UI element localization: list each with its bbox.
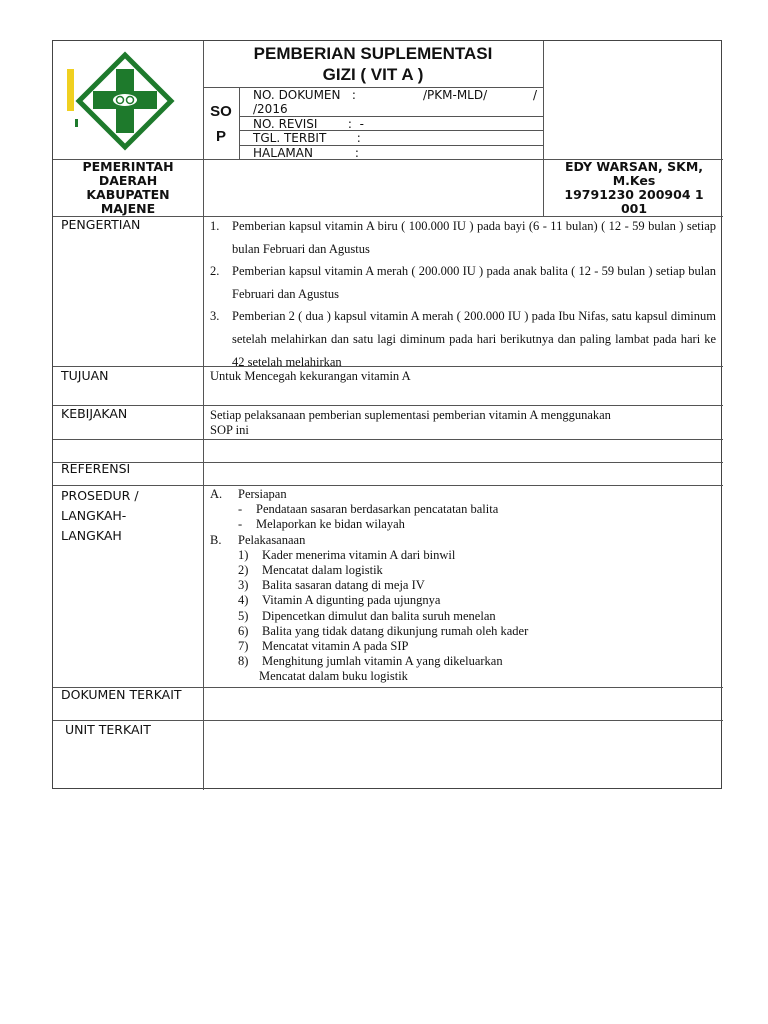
org-line-4: MAJENE [100, 201, 156, 216]
list-item [210, 639, 716, 654]
puskesmas-logo [65, 51, 185, 151]
list-text: Mencatat vitamin A pada SIP [262, 639, 409, 654]
list-text: Pemberian 2 ( dua ) kapsul vitamin A merah ( 200.000 IU ) pada Ibu Nifas, satu kapsul diminum setelah melahirkan dan satu lagi diminum pada hari berikutnya dan paling lambat pada hari ke 42 setelah melahirkan [232, 309, 716, 369]
sop-line-2: P [215, 128, 226, 145]
list-number: 7) [238, 639, 249, 654]
list-text: Menghitung jumlah vitamin A yang dikeluarkan [262, 654, 503, 669]
list-text: Vitamin A digunting pada ujungnya [262, 593, 441, 608]
list-text: Balita sasaran datang di meja IV [262, 578, 425, 593]
section-a-heading [210, 487, 716, 502]
list-continuation: Mencatat dalam buku logistik [259, 669, 408, 684]
referensi-bottom-line [53, 485, 723, 486]
list-item [210, 305, 716, 373]
signatory-nip-1: 19791230 200904 1 [564, 187, 704, 202]
kebijakan-line-2: SOP ini [210, 423, 249, 437]
doc-no-value-b: / [533, 88, 538, 102]
dash-bullet: - [238, 502, 243, 517]
list-number: 1. [210, 219, 220, 233]
list-number: 2) [238, 563, 249, 578]
list-text: Pemberian kapsul vitamin A merah ( 200.000 IU ) pada anak balita ( 12 - 59 bulan ) setiap bulan Februari dan Agustus [232, 264, 716, 301]
list-item [210, 609, 716, 624]
section-b-heading [210, 533, 716, 548]
list-text: Kader menerima vitamin A dari binwil [262, 547, 456, 562]
kebijakan-line-1: Setiap pelaksanaan pemberian suplementasi pemberian vitamin A menggunakan [210, 408, 611, 422]
pengertian-content [210, 215, 716, 373]
header-right-divider [543, 41, 544, 216]
issue-date: TGL. TERBIT : [253, 131, 361, 145]
list-number: 1) [238, 547, 249, 562]
org-line-1: PEMERINTAH [82, 159, 174, 174]
list-text: Dipencetkan dimulut dan balita suruh menelan [262, 608, 496, 623]
list-number: 3) [238, 578, 249, 593]
list-item [210, 517, 716, 532]
list-number: 3. [210, 309, 220, 324]
sop-document [52, 40, 722, 789]
list-item [210, 593, 716, 608]
doc-no-label: NO. DOKUMEN : [253, 88, 356, 102]
list-text: Pemberian kapsul vitamin A biru ( 100.000 IU ) pada bayi (6 - 11 bulan) ( 12 - 59 bulan ) setiap bulan Februari dan Agustus [232, 219, 716, 256]
revision-number: NO. REVISI : - [253, 117, 364, 131]
signatory [545, 160, 723, 216]
list-item [210, 502, 716, 517]
doc-no-value-a: /PKM-MLD/ [423, 88, 488, 102]
kebijakan-label: KEBIJAKAN [61, 406, 128, 421]
list-item [210, 624, 716, 639]
so-divider [239, 87, 240, 159]
signatory-name-2: M.Kes [612, 173, 656, 188]
list-item [210, 654, 716, 669]
referensi-label: REFERENSI [61, 461, 131, 476]
list-text: Melaporkan ke bidan wilayah [256, 517, 405, 532]
section-a-title: Persiapan [238, 487, 287, 501]
kebijakan-text [210, 408, 716, 438]
org-line-2: DAERAH [98, 173, 158, 188]
list-item [210, 215, 716, 260]
sop-line-1: SO [210, 103, 232, 120]
title-line-1: PEMBERIAN SUPLEMENTASI [253, 44, 493, 63]
list-number: 2. [210, 264, 220, 279]
list-item [210, 548, 716, 563]
section-a-letter: A. [210, 487, 223, 501]
signatory-nip-2: 001 [620, 201, 648, 216]
kebijakan-bottom-line [53, 439, 723, 440]
page-number: HALAMAN : [253, 146, 359, 160]
doc-no-year: /2016 [253, 102, 288, 116]
organization-name [53, 160, 203, 216]
list-text: Pendataan sasaran berdasarkan pencatatan balita [256, 502, 499, 517]
sop-label [203, 99, 239, 149]
section-b-title: Pelakasanaan [238, 532, 306, 547]
list-item [210, 260, 716, 305]
blank-row-line [53, 462, 723, 463]
list-item [210, 578, 716, 593]
tujuan-label: TUJUAN [61, 368, 109, 383]
signatory-name-1: EDY WARSAN, SKM, [564, 159, 704, 174]
column-divider [203, 41, 204, 790]
unit-terkait-label: UNIT TERKAIT [61, 722, 151, 737]
prosedur-content [210, 487, 716, 685]
document-title [203, 43, 543, 85]
section-b-letter: B. [210, 532, 222, 547]
prosedur-label-2: LANGKAH- [61, 508, 127, 523]
list-number: 5) [238, 608, 249, 623]
list-number: 4) [238, 593, 249, 608]
dokumen-terkait-label: DOKUMEN TERKAIT [61, 687, 182, 702]
list-text: Balita yang tidak datang dikunjung rumah oleh kader [262, 623, 529, 638]
list-text: Mencatat dalam logistik [262, 563, 383, 578]
prosedur-label-3: LANGKAH [61, 528, 122, 543]
org-line-3: KABUPATEN [86, 187, 170, 202]
tujuan-text: Untuk Mencegah kekurangan vitamin A [210, 369, 411, 383]
list-item [210, 563, 716, 578]
document-number [253, 88, 543, 103]
pengertian-label: PENGERTIAN [61, 217, 141, 232]
tujuan-bottom-line [53, 405, 723, 406]
pengertian-list [210, 215, 716, 373]
list-number: 6) [238, 623, 249, 638]
prosedur-label [61, 486, 139, 546]
list-number: 8) [238, 654, 249, 669]
dash-bullet: - [238, 517, 243, 532]
prosedur-label-1: PROSEDUR / [61, 488, 139, 503]
title-line-2: GIZI ( VIT A ) [322, 65, 424, 84]
dokumen-bottom-line [53, 720, 723, 721]
